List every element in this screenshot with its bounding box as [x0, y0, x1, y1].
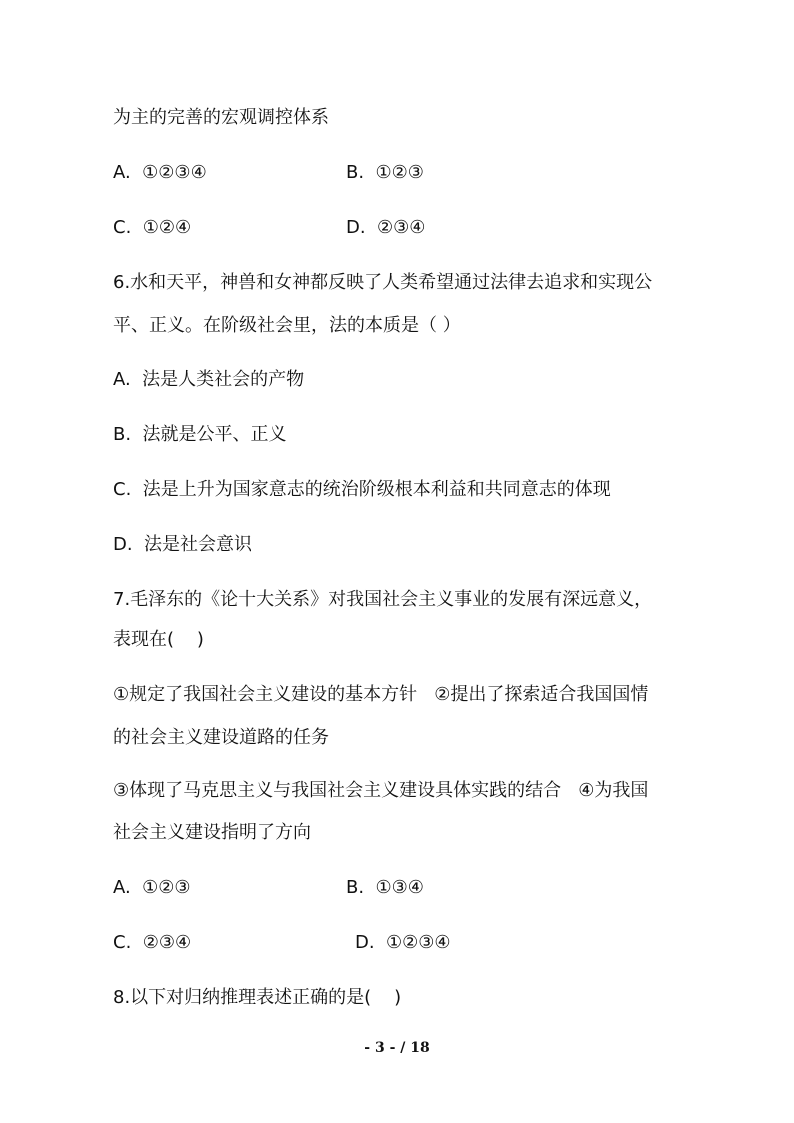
q6-option-a: A. 法是人类社会的产物	[113, 369, 305, 390]
q7-statement-line-1: ①规定了我国社会主义建设的基本方针 ②提出了探索适合我国国情	[113, 684, 649, 705]
q7-statement-line-2: 的社会主义建设道路的任务	[113, 727, 329, 748]
q5-option-a: A. ①②③④	[113, 162, 207, 183]
q5-option-b: B. ①②③	[346, 162, 424, 183]
q6-stem-line-2: 平、正义。在阶级社会里，法的本质是（ ）	[113, 315, 461, 336]
q8-stem-line-1: 8.以下对归纳推理表述正确的是( )	[113, 987, 402, 1008]
q7-stem-line-2: 表现在( )	[113, 629, 204, 650]
q7-stem-line-1: 7.毛泽东的《论十大关系》对我国社会主义事业的发展有深远意义，	[113, 589, 653, 610]
q6-option-d: D. 法是社会意识	[113, 534, 253, 555]
q7-statement-line-4: 社会主义建设指明了方向	[113, 822, 311, 843]
q5-option-d: D. ②③④	[346, 217, 426, 238]
q6-option-c: C. 法是上升为国家意志的统治阶级根本利益和共同意志的体现	[113, 479, 611, 500]
q7-option-c: C. ②③④	[113, 932, 192, 953]
q6-option-b: B. 法就是公平、正义	[113, 424, 287, 445]
q6-stem-line-1: 6.水和天平，神兽和女神都反映了人类希望通过法律去追求和实现公	[113, 272, 653, 293]
q7-option-d: D. ①②③④	[355, 932, 451, 953]
q5-option-c: C. ①②④	[113, 217, 192, 238]
q7-statement-line-3: ③体现了马克思主义与我国社会主义建设具体实践的结合 ④为我国	[113, 780, 649, 801]
text-line: 为主的完善的宏观调控体系	[113, 107, 329, 128]
page-number: - 3 - / 18	[364, 1040, 430, 1056]
q7-option-a: A. ①②③	[113, 877, 191, 898]
q7-option-b: B. ①③④	[346, 877, 424, 898]
